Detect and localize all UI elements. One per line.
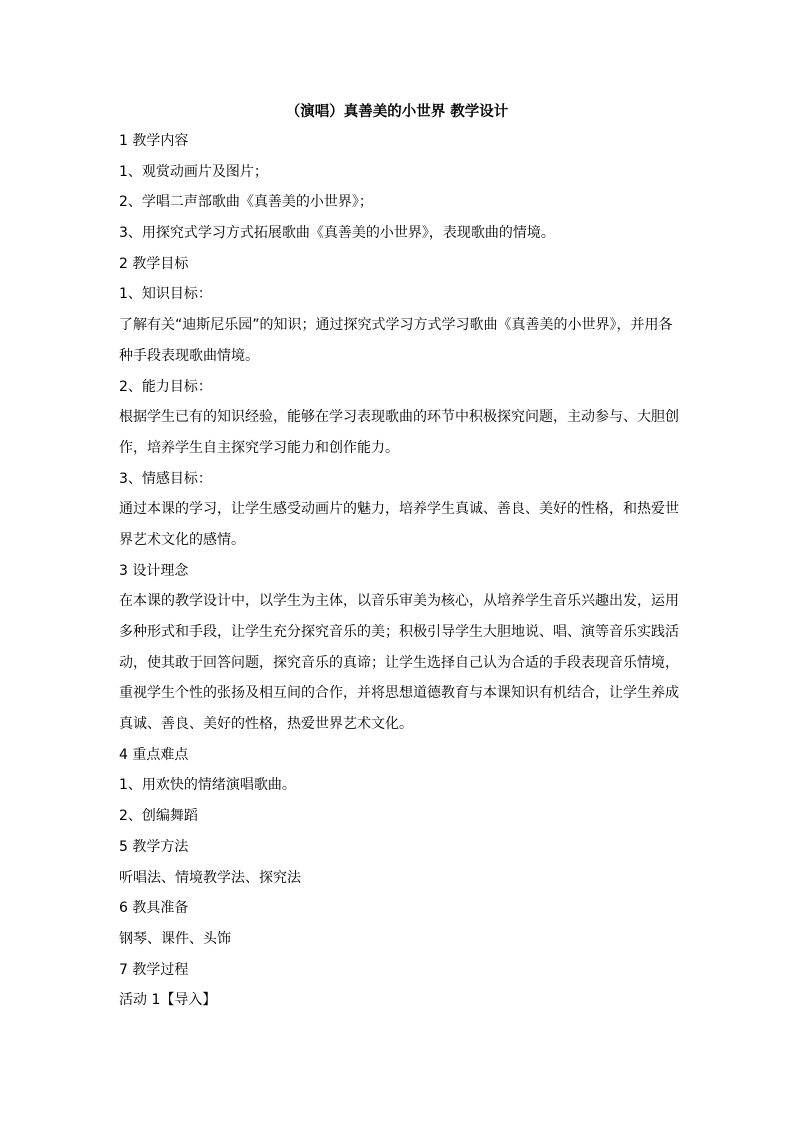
goal-knowledge-label: 1、知识目标：: [119, 286, 212, 303]
section-heading-teaching-goals: 2 教学目标: [119, 255, 189, 272]
key-point-1: 1、用欢快的情绪演唱歌曲。: [119, 777, 296, 794]
document-title: （演唱）真善美的小世界 教学设计: [285, 104, 509, 120]
teaching-methods-text: 听唱法、情境教学法、探究法: [119, 869, 301, 886]
section-heading-teaching-aids: 6 教具准备: [119, 900, 189, 917]
key-point-2: 2、创编舞蹈: [119, 808, 198, 825]
section-heading-teaching-methods: 5 教学方法: [119, 838, 189, 855]
document-body: [119, 131, 679, 1021]
design-concept-line-1: 在本课的教学设计中，以学生为主体，以音乐审美为核心，从培养学生音乐兴趣出发，运用: [119, 593, 679, 610]
goal-emotion-text-line-1: 通过本课的学习，让学生感受动画片的魅力，培养学生真诚、善良、美好的性格，和热爱世: [119, 501, 679, 518]
goal-ability-text-line-2: 作，培养学生自主探究学习能力和创作能力。: [119, 439, 399, 456]
goal-ability-label: 2、能力目标：: [119, 378, 212, 395]
content-item-2: 2、学唱二声部歌曲《真善美的小世界》；: [119, 194, 373, 211]
activity-1-heading: 活动 1【导入】: [119, 992, 217, 1009]
goal-knowledge-text-line-1: 了解有关“迪斯尼乐园”的知识；通过探究式学习方式学习歌曲《真善美的小世界》，并用各: [119, 317, 673, 334]
design-concept-line-5: 真诚、善良、美好的性格，热爱世界艺术文化。: [119, 716, 413, 733]
goal-knowledge-text-line-2: 种手段表现歌曲情境。: [119, 347, 259, 364]
design-concept-line-3: 动，使其敢于回答问题，探究音乐的真谛；让学生选择自己认为合适的手段表现音乐情境，: [119, 654, 679, 671]
section-heading-teaching-content: 1 教学内容: [119, 133, 189, 149]
teaching-aids-text: 钢琴、课件、头饰: [119, 930, 231, 947]
design-concept-line-4: 重视学生个性的张扬及相互间的合作，并将思想道德教育与本课知识有机结合，让学生养成: [119, 685, 679, 702]
goal-emotion-label: 3、情感目标：: [119, 470, 212, 487]
goal-ability-text-line-1: 根据学生已有的知识经验，能够在学习表现歌曲的环节中积极探究问题，主动参与、大胆创: [119, 409, 679, 426]
content-item-3: 3、用探究式学习方式拓展歌曲《真善美的小世界》，表现歌曲的情境。: [119, 225, 555, 242]
section-heading-teaching-process: 7 教学过程: [119, 961, 189, 978]
section-heading-key-points: 4 重点难点: [119, 746, 189, 763]
section-heading-design-concept: 3 设计理念: [119, 562, 189, 579]
goal-emotion-text-line-2: 界艺术文化的感情。: [119, 531, 245, 548]
design-concept-line-2: 多种形式和手段，让学生充分探究音乐的美；积极引导学生大胆地说、唱、演等音乐实践活: [119, 624, 679, 640]
content-item-1: 1、观赏动画片及图片；: [119, 163, 268, 180]
